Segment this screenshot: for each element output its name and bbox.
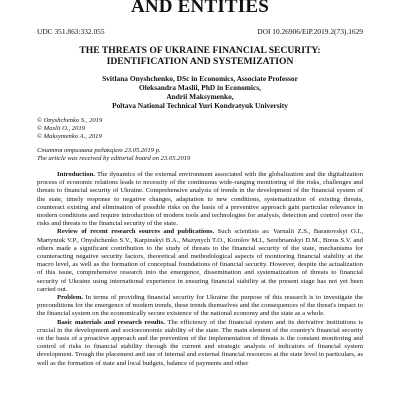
paragraph-introduction <box>37 171 363 228</box>
received-line-en: The article was received by editorial board on 23.05.2019 <box>37 155 191 162</box>
copyright-line: © Maslii O., 2019 <box>37 125 86 132</box>
article-body <box>37 171 363 368</box>
doi-link[interactable]: DOI 10.26906/EiP.2019.2(73).1629 <box>257 27 363 36</box>
received-note <box>37 147 363 163</box>
paragraph-text: In terms of providing financial security for Ukraine the purpose of this research is to investigate the preconditions for the emergence of modern trends, these trends themselves and the consequences of the threat's impact to the financial system on the economically secure existence of the national economy and the state as a whole. <box>37 294 363 318</box>
copyright-line: © Onyshchenko S., 2019 <box>37 117 103 124</box>
article-title <box>37 45 363 67</box>
article-title-line: THE THREATS OF UKRAINE FINANCIAL SECURITY: <box>79 45 321 56</box>
copyright-line: © Maksymenko A., 2019 <box>37 133 102 140</box>
affiliation-line: Poltava National Technical Yuri Kondratyuk University <box>112 101 288 110</box>
section-heading: AND ENTITIES <box>130 0 270 17</box>
paragraph-label: Review of recent research sources and publications. <box>57 228 215 236</box>
author-line: Svitlana Onyshchenko, DSc in Economics, Associate Professor <box>102 74 298 83</box>
author-line: Andrii Maksymenko, <box>166 92 234 101</box>
paragraph-text: The efficiency of the financial system and its derivative institutions is crucial in the development and socioeconomic stability of the state. The main element of the country's financial security on the basis of a proactive approach and the prevention of the implementation of threats is the constant monitoring and control of risks to financial stability through the current and strategic analysis of indicators of financial system development. Trough the placement and use of internal and external financial resources at the state level in particulars, as well as the formation of state and local budgets, balance of payments and other <box>37 318 363 367</box>
paragraph-label: Introduction. <box>57 171 95 178</box>
copyright-block <box>37 117 363 141</box>
paragraph-label: Basic materials and research results. <box>57 318 165 326</box>
article-title-line: IDENTIFICATION AND SYSTEMIZATION <box>106 56 294 67</box>
udc-code: UDC 351.863:332.055 <box>37 27 105 36</box>
article-meta <box>37 27 363 36</box>
paragraph-label: Problem. <box>57 294 84 302</box>
paragraph-problem <box>37 294 363 319</box>
received-line-uk: Стаття отримана редакцією 23.05.2019 р. <box>37 147 161 154</box>
paragraph-text: The dynamics of the external environment associated with the globalization and the digitalization process of economic relations leads to necessity of the continuous wide-ranging monitoring of the risks, challenges and threats to financial security of Ukraine. Comprehensive analysis of trends in the development of the financial system of the state, timely response to negative changes, adaptation to new conditions, systematization of existing threats, counteract existing and elimination of possible risks on the basis of a preventive approach gain particular relevance in modern conditions and require introduction of modern tools and technologies for analysis, detection and control over the risks and threats to the financial security of the state. <box>37 171 363 228</box>
author-block <box>37 74 363 110</box>
paragraph-results <box>37 319 363 368</box>
paragraph-review <box>37 228 363 294</box>
author-line: Oleksandra Masliі, PhD in Economics, <box>139 83 261 92</box>
paragraph-text: Such scientists as: Varnalii Z.S., Baranovskyi O.I., Martyniuk V.P., Onyshchenko S.V., Karpinskyi B.A., Mazynych T.O., Korolov M.I., Serebrianskyi D.M., Breus S.V. and others made a significant contribution to the study of threats to the financial security of the state, mechanisms for counteracting negative security factors, theoretical and methodological aspects of monitoring financial stability at the macro level, as well as the formation of conceptual foundations of financial security. However, despite the actualization of this issue, comprehensive research into the emergence, dissemination and systematization of threats to financial security of Ukraine using international experience in ensuring financial stability at the present stage has not yet been carried out. <box>37 228 363 293</box>
